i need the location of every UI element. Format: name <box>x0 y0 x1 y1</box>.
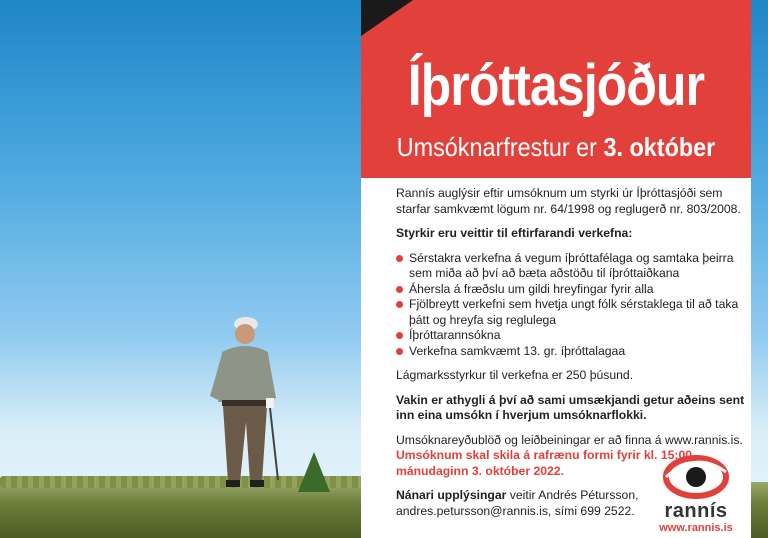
notice-text: Vakin er athygli á því að sami umsækjandi getur aðeins sent inn eina umsókn í hverjum umsóknarflokki. <box>396 392 745 422</box>
contact-label: Nánari upplýsingar <box>396 488 507 502</box>
list-item: Fjölbreytt verkefni sem hvetja ungt fólk sérstaklega til að taka þátt og hreyfa sig reglulega <box>396 297 746 328</box>
rannis-eye-logo-icon <box>646 452 746 502</box>
list-item: Áhersla á fræðslu um gildi hreyfingar fyrir alla <box>396 282 746 298</box>
corner-fold-icon <box>361 0 413 36</box>
announcement-panel <box>361 0 751 538</box>
intro-paragraph: Rannís auglýsir eftir umsóknum um styrki úr Íþróttasjóði sem starfar samkvæmt lögum nr. 64/1998 og reglugerð nr. 803/2008. <box>396 186 741 216</box>
logo-url-link[interactable]: www.rannis.is <box>659 522 733 534</box>
projects-list <box>396 251 746 360</box>
small-tree-icon <box>298 452 330 492</box>
forms-emphasis: Umsóknum skal skila á rafrænu formi fyrir kl. 15:00, mánudaginn 3. október 2022. <box>396 448 696 478</box>
deadline-date: 3. október <box>603 132 716 162</box>
logo-name: rannís <box>664 500 728 522</box>
list-item: Íþróttarannsókna <box>396 328 746 344</box>
deadline-prefix: Umsóknarfrestur er <box>396 132 604 162</box>
forms-text: Umsóknareyðublöð og leiðbeiningar er að finna á www.rannis.is. <box>396 432 743 447</box>
page-title: Íþróttasjóður <box>407 53 705 118</box>
header-banner <box>361 0 751 178</box>
list-item: Sérstakra verkefna á vegum íþróttafélaga og samtaka þeirra sem miða að því að bæta aðstöðu til íþróttaiðkana <box>396 251 746 282</box>
rannis-logo[interactable] <box>646 452 746 538</box>
contact-paragraph <box>396 488 641 519</box>
list-item: Verkefna samkvæmt 13. gr. íþróttalagaa <box>396 344 746 360</box>
minimum-grant-text: Lágmarksstyrkur til verkefna er 250 þúsund. <box>396 368 634 382</box>
contact-text: veitir Andrés Pétursson, andres.petursson@rannis.is, sími 699 2522. <box>396 488 639 518</box>
golfer-figure <box>200 310 290 495</box>
projects-heading: Styrkir eru veittir til eftirfarandi verkefna: <box>396 226 633 240</box>
deadline-line <box>381 132 732 163</box>
